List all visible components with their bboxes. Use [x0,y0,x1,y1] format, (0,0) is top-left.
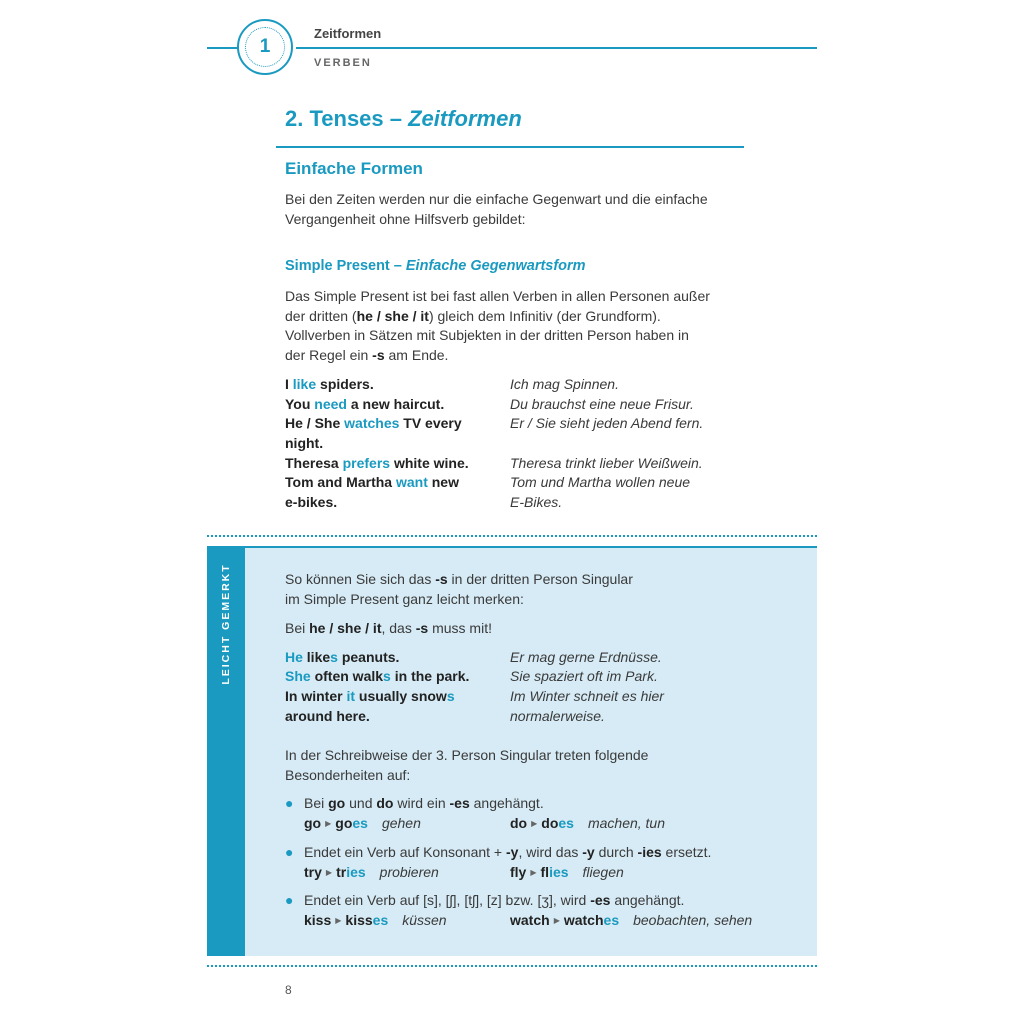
verb-root: go [335,815,353,831]
verb-root: do [541,815,559,831]
page-number: 8 [285,983,292,997]
ex-text: You [285,396,315,412]
triangle-right-icon: ▶ [553,916,560,925]
box-example-en [285,648,505,668]
bullet-example [304,911,447,931]
base-verb: do [510,815,528,831]
verb-root: kiss [345,912,373,928]
box-special-intro [285,746,755,785]
ex-text: He / She [285,415,345,431]
verb-root: watch [563,912,604,928]
subsection-title: Einfache Formen [285,159,423,178]
verb-translation: machen, tun [587,815,666,831]
intro-paragraph [285,190,708,229]
sp-para-text: der dritten ( [285,307,357,324]
box-text: , das [381,620,416,636]
box-text: So können Sie sich das [285,571,436,587]
triangle-right-icon: ▶ [325,819,332,828]
ex-text: night. [285,434,324,451]
sp-para-line-4 [285,346,735,366]
verb-root: tr [336,864,347,880]
tip-box-label: LEICHT GEMERKT [220,563,232,685]
sp-heading-plain: Simple Present – [285,258,406,274]
example-de: Ich mag Spinnen. [510,376,619,392]
bullet-text: wird ein [393,795,450,811]
example-de: Er / Sie sieht jeden Abend fern. [510,415,704,431]
intro-line-2: Vergangenheit ohne Hilfsverb gebildet: [285,210,526,227]
box-text: muss mit! [428,620,492,636]
ex-ending: s [330,649,338,665]
bullet-rule [304,891,684,911]
simple-present-heading [285,258,586,274]
header-subtitle: VERBEN [314,57,372,69]
bullet-bold: go [328,795,346,811]
box-bold: -s [415,620,429,636]
base-verb: try [304,864,322,880]
dotted-divider-bottom [207,965,817,967]
box-intro-line-1 [285,570,755,590]
dotted-divider [207,535,817,537]
bullet-text: Bei [304,795,329,811]
ex-text: I [285,376,293,392]
ex-de-text: Im Winter schneit es hier [510,688,664,704]
box-bold: he / she / it [309,620,382,636]
ex-de-text: E-Bikes. [510,493,563,510]
ex-text: peanuts. [337,649,400,665]
bullet-dot-icon: ● [285,795,294,811]
triangle-right-icon: ▶ [325,868,333,877]
section-title-italic: Zeitformen [408,106,522,131]
sp-para-bold: he / she / it [356,307,429,324]
bullet-text: ersetzt. [661,844,712,860]
ex-verb: watches [344,415,400,431]
header-title: Zeitformen [314,26,382,41]
sp-para-bold: -s [372,346,385,363]
sp-para-line-3: Vollverben in Sätzen mit Subjekten in der dritten Person haben in [285,327,689,343]
box-example-de [510,687,740,726]
section-title-rule [276,146,744,148]
base-verb: go [304,815,322,831]
ex-text: around here. [285,707,370,724]
box-text: Bei [285,620,310,636]
base-verb: kiss [304,912,332,928]
bullet-text: angehängt. [469,795,544,811]
box-intro [285,570,755,609]
ex-de-text: Tom und Martha wollen neue [510,474,691,490]
intro-line-1: Bei den Zeiten werden nur die einfache Gegenwart und die einfache [285,191,708,207]
ex-text: often walk [310,668,384,684]
ex-text: in the park. [390,668,470,684]
ex-subject: She [285,668,311,684]
triangle-right-icon: ▶ [531,819,538,828]
box-intro-line-2: im Simple Present ganz leicht merken: [285,590,524,607]
example-de: Du brauchst eine neue Frisur. [510,396,694,412]
box-example-en [285,667,505,687]
simple-present-paragraph [285,287,735,365]
verb-ending: es [603,912,620,928]
box-example-en [285,687,505,726]
example-de [510,473,740,512]
bullet-bold: -y [582,844,595,860]
verb-ending: es [558,815,574,831]
section-title-plain: 2. Tenses – [285,106,409,131]
ex-text: Theresa [285,455,343,471]
ex-text: new [427,474,459,490]
bullet-text: , wird das [518,844,583,860]
ex-subject: it [346,688,356,704]
example-de: Theresa trinkt lieber Weißwein. [510,455,703,471]
chapter-number: 1 [245,27,285,67]
verb-translation: beobachten, sehen [633,912,753,928]
verb-translation: gehen [381,815,421,831]
box-special-line-1: In der Schreibweise der 3. Person Singular treten folgende [285,747,649,763]
bullet-rule [304,843,711,863]
ex-text: like [302,649,331,665]
box-rule [285,619,492,639]
base-verb: fly [510,864,527,880]
bullet-dot-icon: ● [285,844,294,860]
ex-text: white wine. [390,455,469,471]
example-en [285,454,490,474]
ex-text: Tom and Martha [285,474,396,490]
triangle-right-icon: ▶ [530,868,537,877]
sp-para-text: der Regel ein [285,346,373,363]
sp-heading-italic: Einfache Gegenwartsform [405,258,586,274]
box-example-de: Sie spaziert oft im Park. [510,668,658,684]
example-en [285,395,490,415]
sp-para-line-2 [285,307,735,327]
sp-para-text: ) gleich dem Infinitiv (der Grundform). [428,307,661,324]
box-text: in der dritten Person Singular [447,571,633,587]
bullet-bold: -y [506,844,519,860]
header-rule-right [296,47,817,49]
bullet-text: Endet ein Verb auf [s], [ʃ], [tʃ], [z] bzw. [ʒ], wird [304,892,591,908]
bullet-dot-icon: ● [285,892,294,908]
verb-root: fl [540,864,550,880]
bullet-example [304,863,439,883]
box-example-de: Er mag gerne Erdnüsse. [510,649,662,665]
box-bold: -s [435,571,448,587]
bullet-bold: -es [449,795,470,811]
bullet-text: durch [594,844,638,860]
ex-text: spiders. [316,376,374,392]
verb-ending: es [372,912,389,928]
ex-subject: He [285,649,303,665]
sp-para-text: am Ende. [384,346,449,363]
ex-text: a new haircut. [346,396,445,412]
example-en [285,473,490,512]
header-rule-left [207,47,239,49]
section-title [285,106,522,132]
verb-ending: ies [549,864,569,880]
bullet-example [304,814,421,834]
sp-para-line-1: Das Simple Present ist bei fast allen Verben in allen Personen außer [285,288,710,304]
triangle-right-icon: ▶ [335,916,342,925]
bullet-text: und [345,795,377,811]
ex-text: e-bikes. [285,493,338,510]
verb-translation: probieren [379,864,439,880]
bullet-text: Endet ein Verb auf Konsonant + [304,844,506,860]
verb-ending: es [352,815,368,831]
verb-translation: küssen [402,912,447,928]
example-en [285,414,490,453]
bullet-text: angehängt. [610,892,685,908]
bullet-example [510,814,665,834]
ex-text: usually snow [355,688,447,704]
ex-ending: s [446,688,455,704]
verb-ending: ies [346,864,366,880]
verb-translation: fliegen [582,864,624,880]
bullet-bold: do [376,795,394,811]
bullet-example [510,911,752,931]
ex-de-text: normalerweise. [510,707,605,724]
ex-text: TV every [399,415,462,431]
bullet-bold: -ies [637,844,662,860]
ex-text: In winter [285,688,347,704]
example-en [285,375,490,395]
box-special-line-2: Besonderheiten auf: [285,766,411,783]
bullet-example [510,863,624,883]
ex-verb: like [292,376,317,392]
bullet-rule [304,794,544,814]
tip-box-sidebar [207,546,245,956]
base-verb: watch [510,912,550,928]
ex-verb: want [395,474,428,490]
ex-verb: need [314,396,347,412]
chapter-badge [237,19,293,75]
bullet-bold: -es [590,892,611,908]
ex-ending: s [383,668,391,684]
ex-verb: prefers [342,455,391,471]
